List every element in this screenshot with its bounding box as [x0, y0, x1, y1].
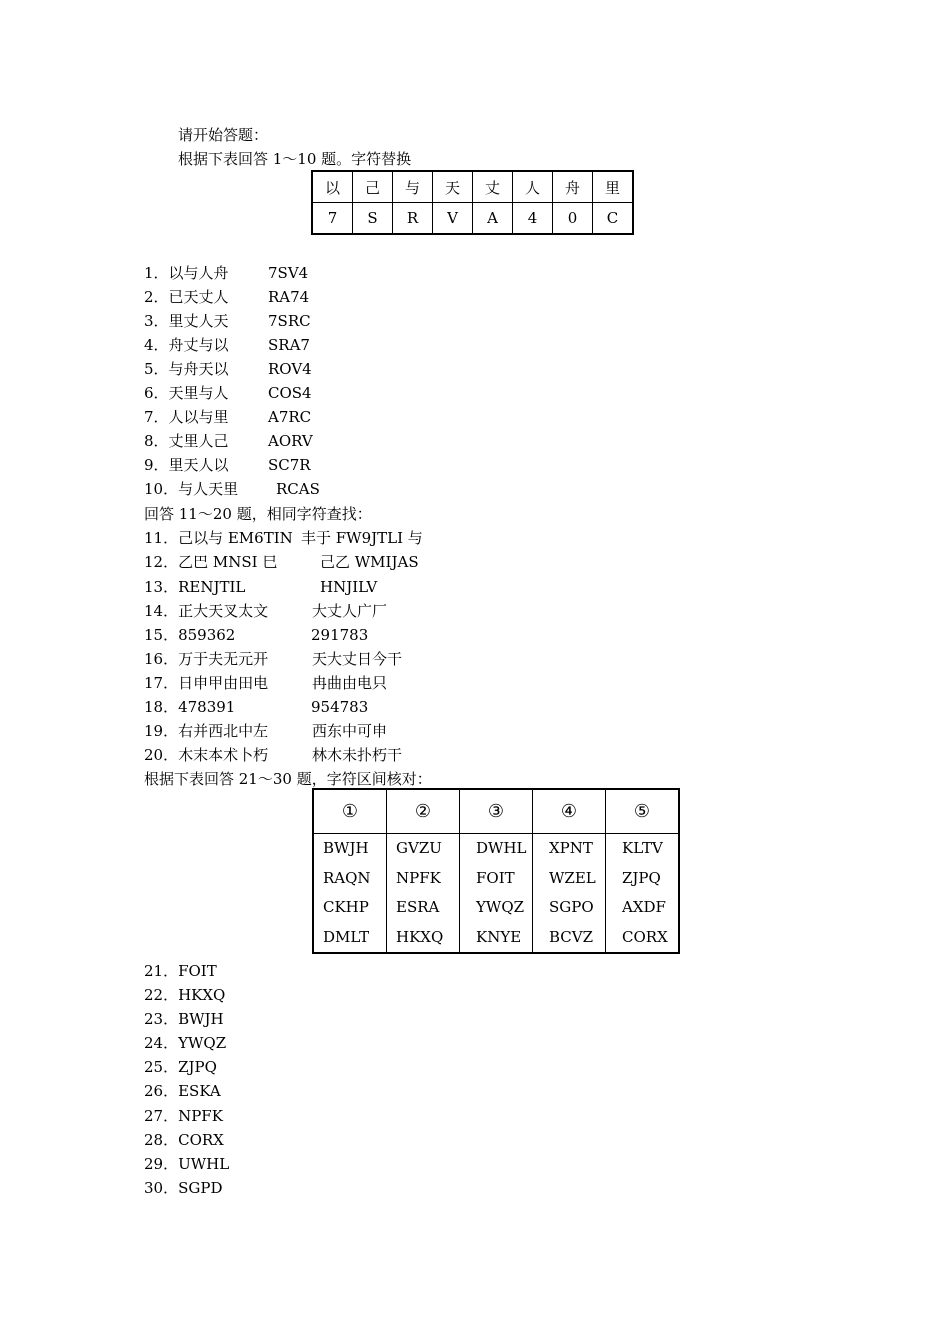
subst-char: 丈: [473, 171, 513, 203]
question-text-a: 己以与 EM6TIN: [178, 529, 293, 547]
range-check-table: [312, 788, 680, 954]
subst-row-codes: [312, 203, 633, 235]
range-code: YWQZ: [476, 898, 525, 916]
question-text-a: 乙巴 MNSI 巳: [178, 553, 278, 571]
question-text-a: 859362: [178, 626, 236, 644]
question-code: 7SV4: [268, 264, 309, 282]
question-line: [144, 649, 403, 669]
subst-char: 人: [513, 171, 553, 203]
question-chars: 以与人舟: [168, 264, 229, 282]
range-header: ⑤: [606, 789, 680, 834]
range-code: NPFK: [396, 868, 441, 887]
question-number: 13．: [144, 578, 179, 596]
section1-title: 根据下表回答 1～10 题。字符替换: [178, 150, 412, 168]
question-line: [144, 1081, 221, 1101]
subst-code: V: [433, 203, 473, 235]
range-body-row: [313, 834, 679, 954]
question-number: 15．: [144, 626, 179, 644]
range-code: DWHL: [476, 839, 527, 857]
range-column: [387, 834, 460, 954]
question-chars: 里丈人天: [168, 312, 229, 330]
question-code: BWJH: [178, 1010, 224, 1028]
question-line: [144, 552, 419, 572]
question-text-a: 右并西北中左: [178, 722, 269, 740]
question-code: AORV: [268, 432, 313, 450]
question-number: 5．: [144, 360, 169, 378]
question-number: 6．: [144, 384, 169, 402]
question-number: 22．: [144, 986, 179, 1004]
section2-title: 回答 11～20 题，相同字符查找：: [144, 505, 372, 523]
question-line: [144, 528, 423, 548]
question-line: [144, 1106, 223, 1126]
question-number: 26．: [144, 1082, 179, 1100]
question-text-a: 正大天叉太文: [178, 602, 269, 620]
range-code: FOIT: [476, 868, 515, 887]
question-chars: 已天丈人: [168, 288, 229, 306]
question-text-b: 己乙 WMIJAS: [320, 553, 419, 571]
question-text-b: 林木未扑朽干: [312, 746, 403, 764]
question-line: [144, 383, 312, 403]
question-text-b: 天大丈日今干: [312, 650, 403, 668]
question-text-b: 冉曲由电只: [312, 674, 388, 692]
question-number: 8．: [144, 432, 169, 450]
question-line: [144, 697, 369, 717]
question-code: ROV4: [268, 360, 312, 378]
question-line: [144, 1057, 217, 1077]
question-line: [144, 985, 225, 1005]
question-code: A7RC: [268, 408, 312, 426]
question-number: 18．: [144, 698, 179, 716]
subst-char: 以: [312, 171, 353, 203]
question-line: [144, 1178, 222, 1198]
range-code: ESRA: [396, 898, 440, 916]
question-line: [144, 479, 320, 499]
question-line: [144, 1154, 229, 1174]
question-text-b: 西东中可申: [312, 722, 388, 740]
range-code: BCVZ: [549, 927, 594, 946]
range-header-row: [313, 789, 679, 834]
question-number: 11．: [144, 529, 179, 547]
question-code: CORX: [178, 1131, 224, 1149]
question-line: [144, 359, 312, 379]
question-number: 29．: [144, 1155, 179, 1173]
question-number: 9．: [144, 456, 169, 474]
question-number: 10．: [144, 480, 179, 498]
question-number: 21．: [144, 962, 179, 980]
question-line: [144, 601, 388, 621]
question-chars: 天里与人: [168, 384, 229, 402]
range-code: GVZU: [396, 839, 442, 857]
subst-row-chars: [312, 171, 633, 203]
subst-code: 4: [513, 203, 553, 235]
question-number: 3．: [144, 312, 169, 330]
intro-text: 请开始答题：: [178, 126, 269, 144]
question-code: SRA7: [268, 336, 310, 354]
question-chars: 里天人以: [168, 456, 229, 474]
substitution-table: [311, 170, 634, 235]
question-number: 25．: [144, 1058, 179, 1076]
range-code: KNYE: [476, 927, 522, 946]
subst-char: 天: [433, 171, 473, 203]
question-line: [144, 961, 217, 981]
question-chars: 与舟天以: [168, 360, 229, 378]
range-code: HKXQ: [396, 927, 444, 946]
question-line: [144, 721, 388, 741]
question-line: [144, 455, 311, 475]
question-line: [144, 263, 309, 283]
question-number: 30．: [144, 1179, 179, 1197]
question-number: 27．: [144, 1107, 179, 1125]
question-number: 14．: [144, 602, 179, 620]
subst-code: A: [473, 203, 513, 235]
question-number: 17．: [144, 674, 179, 692]
subst-code: 7: [312, 203, 353, 235]
question-code: FOIT: [178, 962, 217, 980]
subst-char: 舟: [553, 171, 593, 203]
question-text-b: 954783: [311, 698, 369, 716]
question-line: [144, 311, 311, 331]
question-code: SC7R: [268, 456, 311, 474]
range-column: [460, 834, 533, 954]
section3-title: 根据下表回答 21～30 题，字符区间核对：: [144, 770, 432, 788]
question-line: [144, 1033, 226, 1053]
question-number: 28．: [144, 1131, 179, 1149]
question-code: ZJPQ: [178, 1058, 217, 1076]
question-text-a: 日申甲由田电: [178, 674, 269, 692]
question-chars: 与人天里: [178, 480, 239, 498]
subst-code: S: [353, 203, 393, 235]
range-code: XPNT: [549, 839, 593, 857]
question-line: [144, 335, 310, 355]
question-text-a: RENJTIL: [178, 578, 246, 596]
question-line: [144, 1130, 224, 1150]
range-code: SGPO: [549, 898, 594, 916]
range-column: [313, 834, 387, 954]
question-text-a: 万于夫无元开: [178, 650, 269, 668]
question-code: RCAS: [276, 480, 320, 498]
subst-char: 己: [353, 171, 393, 203]
question-number: 23．: [144, 1010, 179, 1028]
question-code: NPFK: [178, 1107, 223, 1125]
range-column: [533, 834, 606, 954]
subst-code: R: [393, 203, 433, 235]
range-header: ④: [533, 789, 606, 834]
question-text-b: 291783: [311, 626, 369, 644]
subst-char: 与: [393, 171, 433, 203]
question-number: 19．: [144, 722, 179, 740]
question-code: 7SRC: [268, 312, 311, 330]
range-header: ①: [313, 789, 387, 834]
range-code: KLTV: [622, 839, 663, 857]
range-code: WZEL: [549, 868, 596, 887]
range-code: DMLT: [323, 927, 370, 946]
question-code: HKXQ: [178, 986, 226, 1004]
range-header: ③: [460, 789, 533, 834]
question-text-a: 478391: [178, 698, 236, 716]
range-code: RAQN: [323, 868, 371, 887]
question-chars: 舟丈与以: [168, 336, 229, 354]
range-code: BWJH: [323, 839, 369, 857]
question-line: [144, 431, 313, 451]
question-code: ESKA: [178, 1082, 221, 1100]
question-text-b: 丰于 FW9JTLI 与: [301, 529, 423, 547]
question-line: [144, 1009, 224, 1029]
question-line: [144, 407, 312, 427]
question-number: 1．: [144, 264, 169, 282]
question-code: RA74: [268, 288, 310, 306]
range-code: CORX: [622, 927, 668, 946]
question-line: [144, 625, 369, 645]
question-line: [144, 577, 378, 597]
question-code: COS4: [268, 384, 312, 402]
range-code: CKHP: [323, 898, 369, 916]
question-line: [144, 673, 388, 693]
subst-code: 0: [553, 203, 593, 235]
subst-code: C: [593, 203, 634, 235]
question-text-b: 大丈人广厂: [312, 602, 388, 620]
question-number: 2．: [144, 288, 169, 306]
question-code: SGPD: [178, 1179, 223, 1197]
subst-char: 里: [593, 171, 634, 203]
question-code: YWQZ: [178, 1034, 227, 1052]
question-line: [144, 287, 310, 307]
question-number: 16．: [144, 650, 179, 668]
range-code: AXDF: [622, 898, 666, 916]
question-text-a: 木末本术卜朽: [178, 746, 269, 764]
range-column: [606, 834, 680, 954]
question-code: UWHL: [178, 1155, 230, 1173]
question-chars: 丈里人己: [168, 432, 229, 450]
question-number: 20．: [144, 746, 179, 764]
question-number: 24．: [144, 1034, 179, 1052]
question-chars: 人以与里: [168, 408, 229, 426]
question-number: 4．: [144, 336, 169, 354]
range-header: ②: [387, 789, 460, 834]
question-line: [144, 745, 403, 765]
range-code: ZJPQ: [622, 868, 661, 887]
question-number: 12．: [144, 553, 179, 571]
question-text-b: HNJILV: [320, 578, 378, 596]
question-number: 7．: [144, 408, 169, 426]
